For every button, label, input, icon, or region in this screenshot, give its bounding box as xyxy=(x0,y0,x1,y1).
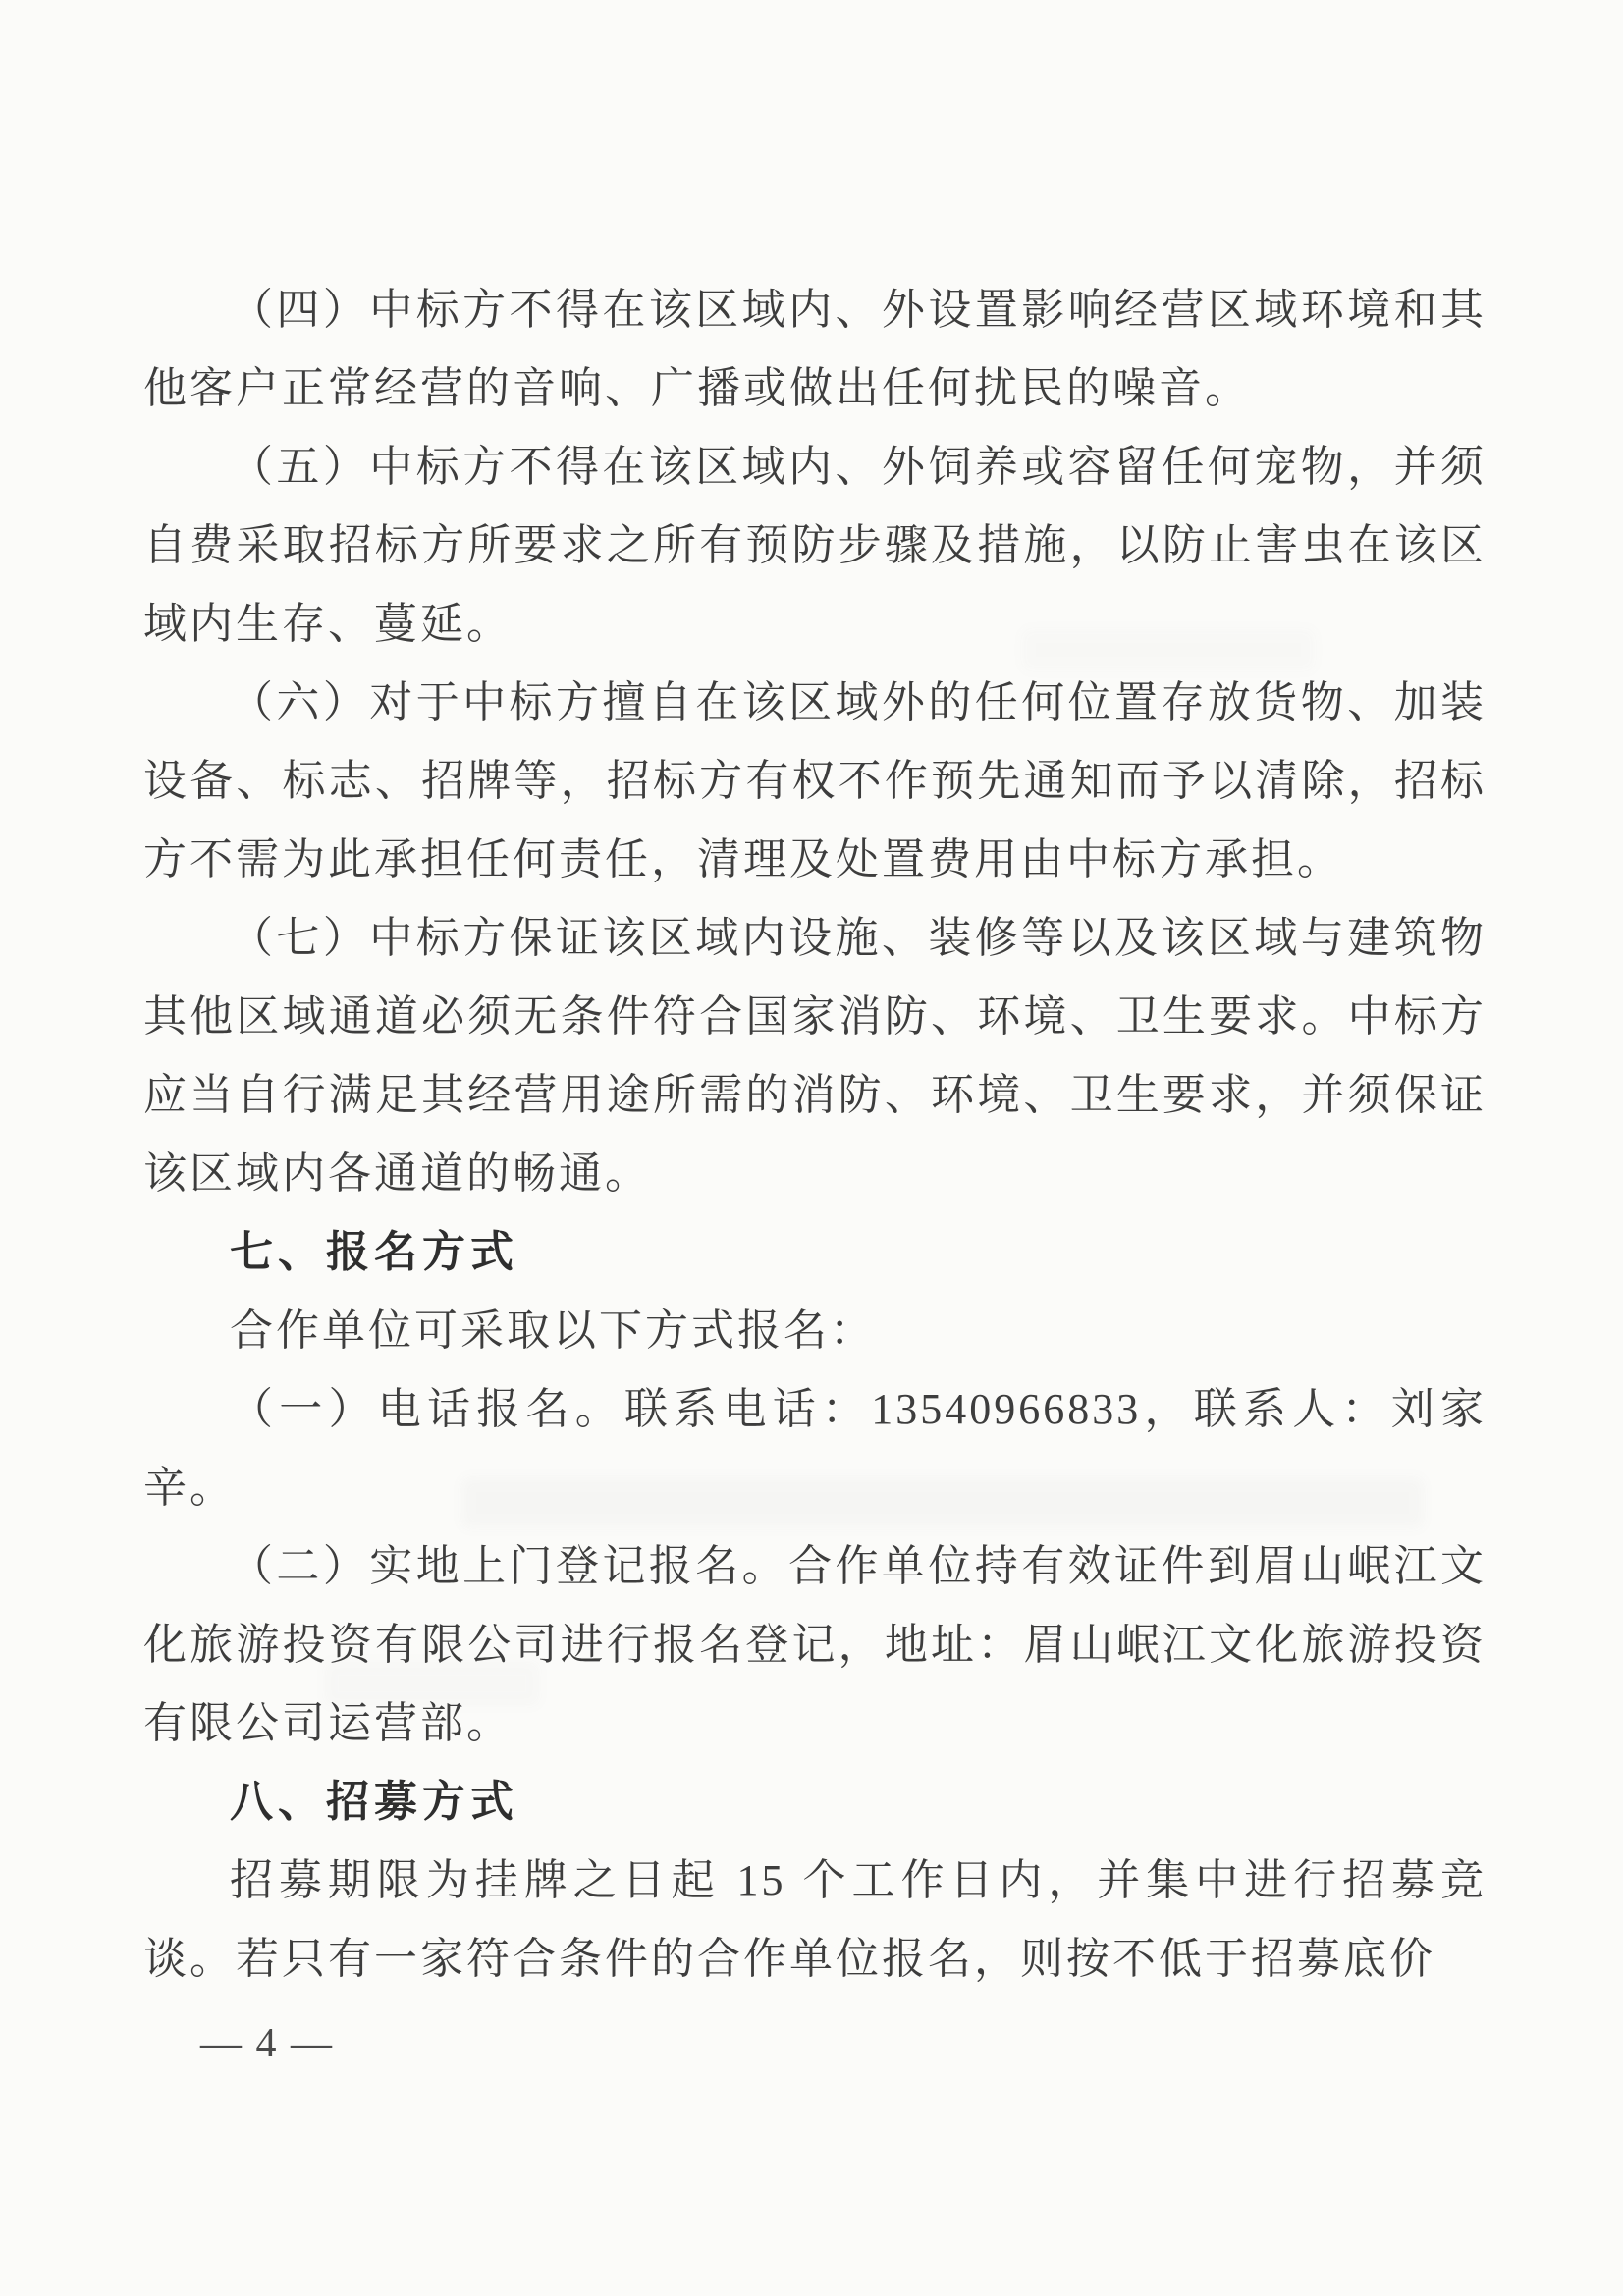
paragraph-clause-6: （六）对于中标方擅自在该区域外的任何位置存放货物、加装设备、标志、招牌等，招标方有权不作预先通知而予以清除，招标方不需为此承担任何责任，清理及处置费用由中标方承担。 xyxy=(143,678,1487,883)
paragraph-onsite-registration: （二）实地上门登记报名。合作单位持有效证件到眉山岷江文化旅游投资有限公司进行报名登记，地址：眉山岷江文化旅游投资有限公司运营部。 xyxy=(143,1542,1487,1747)
section-heading-recruitment: 八、招募方式 xyxy=(230,1778,518,1826)
paragraph-recruitment-period: 招募期限为挂牌之日起 15 个工作日内，并集中进行招募竞谈。若只有一家符合条件的合作单位报名，则按不低于招募底价 xyxy=(143,1856,1487,1983)
paragraph-clause-5: （五）中标方不得在该区域内、外饲养或容留任何宠物，并须自费采取招标方所要求之所有预防步骤及措施，以防止害虫在该区域内生存、蔓延。 xyxy=(143,443,1487,648)
paragraph-registration-intro: 合作单位可采取以下方式报名： xyxy=(230,1307,876,1355)
paragraph-phone-registration: （一）电话报名。联系电话：13540966833，联系人：刘家辛。 xyxy=(143,1385,1487,1512)
paragraph-clause-4: （四）中标方不得在该区域内、外设置影响经营区域环境和其他客户正常经营的音响、广播或做出任何扰民的噪音。 xyxy=(143,286,1487,412)
document-body xyxy=(143,271,1487,1999)
page-number: — 4 — xyxy=(200,2021,334,2066)
paragraph-clause-7: （七）中标方保证该区域内设施、装修等以及该区域与建筑物其他区域通道必须无条件符合国家消防、环境、卫生要求。中标方应当自行满足其经营用途所需的消防、环境、卫生要求，并须保证该区域内各通道的畅通。 xyxy=(143,914,1487,1198)
section-heading-registration: 七、报名方式 xyxy=(230,1228,518,1276)
